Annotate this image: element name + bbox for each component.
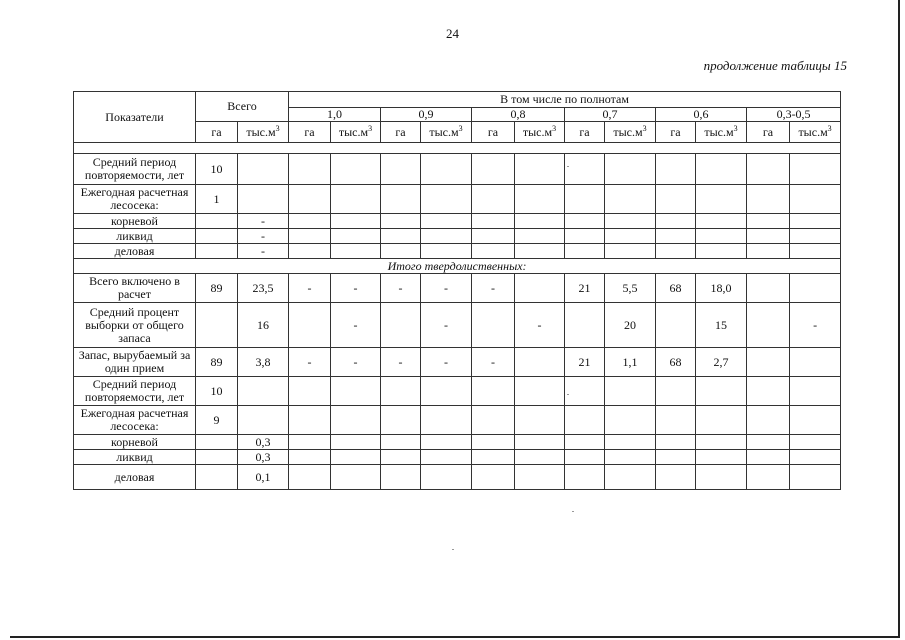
data-cell <box>196 435 238 450</box>
data-cell <box>421 406 472 435</box>
data-cell <box>472 435 515 450</box>
data-cell <box>747 435 790 450</box>
data-cell: 2,7 <box>696 348 747 377</box>
data-cell: - <box>421 303 472 348</box>
data-cell <box>472 244 515 259</box>
data-cell <box>656 435 696 450</box>
data-cell <box>790 274 841 303</box>
data-cell <box>289 154 331 185</box>
unit-text: тыс.м <box>613 124 643 139</box>
density-header: 1,0 <box>289 108 381 122</box>
data-cell <box>565 229 605 244</box>
data-cell <box>565 154 605 185</box>
data-cell <box>605 214 656 229</box>
data-cell <box>565 450 605 465</box>
data-cell <box>515 154 565 185</box>
data-cell <box>515 406 565 435</box>
table-row <box>74 377 841 406</box>
data-cell <box>472 450 515 465</box>
section-title: Итого твердолиственных: <box>74 259 841 274</box>
row-label: Всего включено в расчет <box>74 274 196 303</box>
data-cell <box>656 406 696 435</box>
data-cell <box>515 377 565 406</box>
data-cell <box>289 214 331 229</box>
data-cell <box>381 450 421 465</box>
data-cell <box>289 229 331 244</box>
row-label: деловая <box>74 244 196 259</box>
data-cell: - <box>381 274 421 303</box>
row-label: Средний процент выборки от общего запаса <box>74 303 196 348</box>
data-cell: 10 <box>196 377 238 406</box>
data-cell <box>515 214 565 229</box>
data-cell <box>747 185 790 214</box>
data-cell: - <box>331 274 381 303</box>
row-label: Ежегодная расчетная лесосека: <box>74 185 196 214</box>
data-cell: 5,5 <box>605 274 656 303</box>
data-cell <box>565 244 605 259</box>
data-cell <box>605 185 656 214</box>
scan-speck <box>452 549 454 550</box>
data-cell: - <box>289 274 331 303</box>
row-label: Средний период повторяемости, лет <box>74 154 196 185</box>
data-cell <box>421 244 472 259</box>
data-cell <box>747 465 790 490</box>
data-cell <box>238 185 289 214</box>
data-cell <box>696 229 747 244</box>
data-cell <box>747 244 790 259</box>
data-cell <box>605 435 656 450</box>
data-cell: 89 <box>196 274 238 303</box>
data-cell <box>515 435 565 450</box>
data-cell <box>605 229 656 244</box>
data-cell: - <box>421 348 472 377</box>
data-cell <box>790 244 841 259</box>
data-cell <box>565 377 605 406</box>
data-cell <box>747 348 790 377</box>
data-cell <box>515 244 565 259</box>
data-cell: - <box>331 303 381 348</box>
data-cell: 21 <box>565 348 605 377</box>
data-cell <box>565 214 605 229</box>
data-cell: - <box>238 244 289 259</box>
table-row <box>74 450 841 465</box>
data-cell <box>656 229 696 244</box>
unit-text: тыс.м <box>522 124 553 139</box>
data-cell <box>196 244 238 259</box>
row-label: ликвид <box>74 229 196 244</box>
data-cell <box>238 154 289 185</box>
data-cell: - <box>472 274 515 303</box>
header-indicators: Показатели <box>74 92 196 143</box>
data-cell: 16 <box>238 303 289 348</box>
data-cell: 0,1 <box>238 465 289 490</box>
table-row <box>74 214 841 229</box>
data-cell <box>747 303 790 348</box>
data-cell <box>565 465 605 490</box>
unit-text: тыс.м <box>246 124 276 139</box>
data-cell <box>472 377 515 406</box>
row-label: Ежегодная расчетная лесосека: <box>74 406 196 435</box>
unit-superscript: 3 <box>275 123 280 133</box>
data-cell <box>289 377 331 406</box>
data-cell <box>656 303 696 348</box>
data-cell <box>790 406 841 435</box>
data-cell <box>656 214 696 229</box>
data-cell <box>790 450 841 465</box>
unit-superscript: 3 <box>642 123 647 133</box>
data-cell <box>331 435 381 450</box>
unit-ha: га <box>289 122 331 143</box>
data-cell <box>515 450 565 465</box>
table-row <box>74 348 841 377</box>
data-cell <box>421 185 472 214</box>
data-cell <box>515 274 565 303</box>
unit-thousand-m3 <box>696 122 747 143</box>
unit-thousand-m3 <box>515 122 565 143</box>
data-cell: 1,1 <box>605 348 656 377</box>
data-cell: 0,3 <box>238 450 289 465</box>
data-cell: 9 <box>196 406 238 435</box>
density-header: 0,7 <box>565 108 656 122</box>
data-cell <box>515 348 565 377</box>
data-cell <box>790 185 841 214</box>
data-cell <box>289 303 331 348</box>
data-cell <box>421 214 472 229</box>
unit-ha: га <box>656 122 696 143</box>
data-cell: 18,0 <box>696 274 747 303</box>
unit-text: тыс.м <box>798 124 828 139</box>
unit-thousand-m3 <box>421 122 472 143</box>
data-cell <box>331 450 381 465</box>
data-cell <box>289 406 331 435</box>
data-cell <box>605 465 656 490</box>
data-cell <box>790 214 841 229</box>
data-cell <box>331 214 381 229</box>
data-cell <box>747 229 790 244</box>
data-cell <box>696 406 747 435</box>
data-cell: 0,3 <box>238 435 289 450</box>
data-cell <box>565 303 605 348</box>
data-cell <box>747 377 790 406</box>
data-cell: 23,5 <box>238 274 289 303</box>
data-cell <box>196 303 238 348</box>
unit-ha: га <box>381 122 421 143</box>
density-header: 0,8 <box>472 108 565 122</box>
row-label: деловая <box>74 465 196 490</box>
data-cell <box>790 377 841 406</box>
data-cell <box>331 185 381 214</box>
row-label: корневой <box>74 214 196 229</box>
data-cell <box>696 450 747 465</box>
data-cell <box>289 244 331 259</box>
data-cell: 1 <box>196 185 238 214</box>
data-cell <box>790 435 841 450</box>
data-cell: - <box>238 229 289 244</box>
unit-superscript: 3 <box>827 123 832 133</box>
scan-speck <box>567 394 569 395</box>
unit-superscript: 3 <box>368 123 373 133</box>
data-cell <box>790 154 841 185</box>
data-cell <box>747 154 790 185</box>
table-row <box>74 154 841 185</box>
data-cell <box>381 154 421 185</box>
data-cell <box>289 465 331 490</box>
unit-text: тыс.м <box>704 124 734 139</box>
data-cell <box>381 465 421 490</box>
data-cell <box>381 406 421 435</box>
data-cell <box>421 229 472 244</box>
section-body <box>74 259 841 274</box>
data-cell <box>196 465 238 490</box>
data-cell <box>515 465 565 490</box>
data-cell <box>331 154 381 185</box>
data-cell <box>515 229 565 244</box>
data-cell <box>747 214 790 229</box>
data-cell <box>331 244 381 259</box>
data-cell <box>515 185 565 214</box>
forest-table <box>73 91 841 490</box>
data-cell <box>381 214 421 229</box>
data-cell <box>565 185 605 214</box>
data-cell <box>196 450 238 465</box>
data-cell: 10 <box>196 154 238 185</box>
data-cell <box>472 185 515 214</box>
unit-text: тыс.м <box>429 124 459 139</box>
data-cell: 89 <box>196 348 238 377</box>
data-cell <box>696 244 747 259</box>
data-cell <box>656 154 696 185</box>
data-cell <box>472 406 515 435</box>
data-cell <box>696 185 747 214</box>
density-header: 0,3-0,5 <box>747 108 841 122</box>
unit-thousand-m3 <box>605 122 656 143</box>
data-cell: - <box>515 303 565 348</box>
data-cell <box>421 465 472 490</box>
density-header: 0,6 <box>656 108 747 122</box>
row-label: Средний период повторяемости, лет <box>74 377 196 406</box>
data-cell <box>790 348 841 377</box>
data-cell <box>605 244 656 259</box>
data-cell: - <box>381 348 421 377</box>
data-cell <box>747 406 790 435</box>
data-cell <box>289 185 331 214</box>
data-cell <box>331 229 381 244</box>
data-cell: 68 <box>656 274 696 303</box>
data-cell <box>196 214 238 229</box>
unit-thousand-m3 <box>331 122 381 143</box>
data-cell <box>565 406 605 435</box>
data-cell <box>196 229 238 244</box>
data-cell <box>696 377 747 406</box>
data-cell <box>238 406 289 435</box>
unit-ha: га <box>472 122 515 143</box>
data-cell <box>790 229 841 244</box>
data-cell <box>381 303 421 348</box>
data-cell <box>331 465 381 490</box>
data-cell <box>331 406 381 435</box>
data-cell <box>381 435 421 450</box>
scan-speck <box>572 511 574 512</box>
unit-superscript: 3 <box>552 123 557 133</box>
data-cell <box>472 465 515 490</box>
data-cell: - <box>421 274 472 303</box>
table-row <box>74 274 841 303</box>
data-cell <box>747 274 790 303</box>
density-header: 0,9 <box>381 108 472 122</box>
data-cell: - <box>790 303 841 348</box>
data-cell: - <box>331 348 381 377</box>
data-cell: 15 <box>696 303 747 348</box>
data-cell <box>289 435 331 450</box>
header-including: В том числе по полнотам <box>289 92 841 108</box>
row-label: ликвид <box>74 450 196 465</box>
data-cell: - <box>289 348 331 377</box>
data-cell <box>696 465 747 490</box>
unit-text: тыс.м <box>338 124 369 139</box>
data-cell <box>472 229 515 244</box>
data-cell: 20 <box>605 303 656 348</box>
data-cell: - <box>472 348 515 377</box>
data-cell <box>605 377 656 406</box>
unit-thousand-m3 <box>790 122 841 143</box>
data-cell <box>605 154 656 185</box>
unit-ha: га <box>565 122 605 143</box>
data-cell <box>472 154 515 185</box>
data-cell <box>656 450 696 465</box>
unit-superscript: 3 <box>733 123 738 133</box>
data-cell <box>421 435 472 450</box>
data-cell <box>421 154 472 185</box>
table-row <box>74 435 841 450</box>
data-cell <box>696 154 747 185</box>
data-cell <box>790 465 841 490</box>
data-cell <box>472 214 515 229</box>
table-row <box>74 229 841 244</box>
data-cell <box>605 406 656 435</box>
unit-thousand-m3 <box>238 122 289 143</box>
row-label: Запас, вырубаемый за один прием <box>74 348 196 377</box>
data-cell: 21 <box>565 274 605 303</box>
table-row <box>74 406 841 435</box>
spacer-row <box>74 143 841 154</box>
upper-body <box>74 143 841 259</box>
data-cell: 68 <box>656 348 696 377</box>
data-cell <box>421 450 472 465</box>
data-cell <box>656 244 696 259</box>
unit-ha: га <box>747 122 790 143</box>
data-cell <box>381 229 421 244</box>
data-cell <box>381 244 421 259</box>
data-cell <box>656 185 696 214</box>
data-cell: 3,8 <box>238 348 289 377</box>
table-row <box>74 303 841 348</box>
table-row <box>74 244 841 259</box>
data-cell <box>381 185 421 214</box>
data-cell <box>331 377 381 406</box>
table-caption: продолжение таблицы 15 <box>703 58 847 73</box>
data-cell <box>289 450 331 465</box>
data-cell <box>605 450 656 465</box>
data-cell <box>421 377 472 406</box>
table-row <box>74 185 841 214</box>
data-cell <box>381 377 421 406</box>
data-cell <box>747 450 790 465</box>
unit-ha: га <box>196 122 238 143</box>
data-cell <box>656 377 696 406</box>
unit-superscript: 3 <box>458 123 463 133</box>
lower-body <box>74 274 841 490</box>
data-cell: - <box>238 214 289 229</box>
data-cell <box>696 435 747 450</box>
data-cell <box>656 465 696 490</box>
data-cell <box>565 435 605 450</box>
page-number: 24 <box>446 26 459 41</box>
data-cell <box>472 303 515 348</box>
header-total: Всего <box>196 92 289 122</box>
row-label: корневой <box>74 435 196 450</box>
table-header <box>74 92 841 143</box>
scan-speck <box>567 166 569 167</box>
table-row <box>74 465 841 490</box>
data-cell <box>238 377 289 406</box>
data-cell <box>696 214 747 229</box>
